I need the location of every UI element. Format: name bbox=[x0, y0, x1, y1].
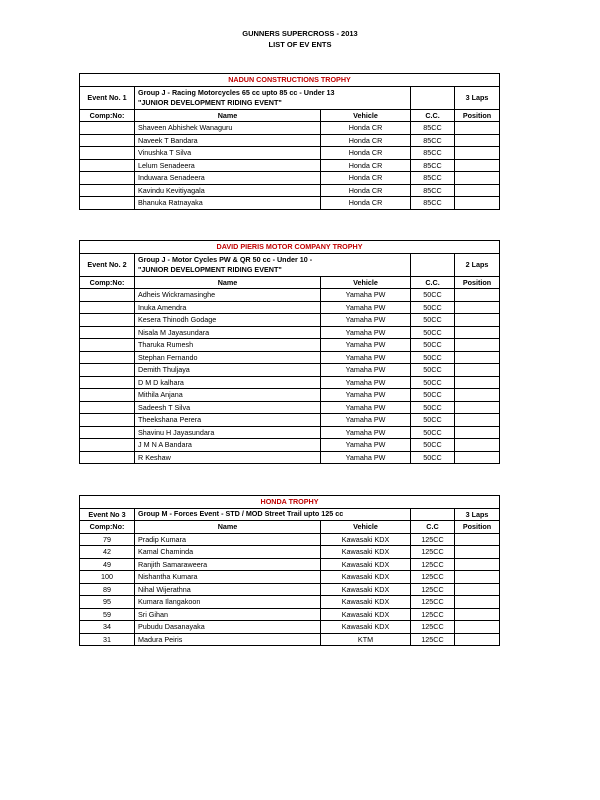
rider-name: Kavindu Kevitiyagala bbox=[135, 184, 321, 197]
rider-vehicle: Kawasaki KDX bbox=[321, 571, 411, 584]
event-info-row bbox=[80, 508, 500, 521]
rider-cc: 50CC bbox=[411, 426, 455, 439]
rider-cc: 50CC bbox=[411, 376, 455, 389]
rider-name: Shavinu H Jayasundara bbox=[135, 426, 321, 439]
rider-cc: 125CC bbox=[411, 596, 455, 609]
rider-name: Madura Peiris bbox=[135, 633, 321, 646]
rider-position bbox=[455, 147, 500, 160]
event-blank-cell bbox=[411, 86, 455, 109]
rider-cc: 125CC bbox=[411, 633, 455, 646]
table-row bbox=[80, 326, 500, 339]
rider-name: Nisala M Jayasundara bbox=[135, 326, 321, 339]
column-header-name: Name bbox=[135, 109, 321, 122]
rider-cc: 50CC bbox=[411, 389, 455, 402]
event-number: Event No. 1 bbox=[80, 86, 135, 109]
rider-comp-no bbox=[80, 147, 135, 160]
rider-cc: 50CC bbox=[411, 301, 455, 314]
column-header-position: Position bbox=[455, 276, 500, 289]
trophy-row bbox=[80, 74, 500, 87]
rider-name: Adheis Wickramasinghe bbox=[135, 289, 321, 302]
table-row bbox=[80, 426, 500, 439]
rider-position bbox=[455, 351, 500, 364]
rider-cc: 50CC bbox=[411, 401, 455, 414]
event-laps: 3 Laps bbox=[455, 86, 500, 109]
rider-position bbox=[455, 364, 500, 377]
rider-comp-no bbox=[80, 301, 135, 314]
table-row bbox=[80, 364, 500, 377]
rider-vehicle: Kawasaki KDX bbox=[321, 558, 411, 571]
column-header-cc: C.C. bbox=[411, 109, 455, 122]
rider-vehicle: Honda CR bbox=[321, 122, 411, 135]
rider-comp-no bbox=[80, 314, 135, 327]
event-table-1 bbox=[79, 73, 500, 210]
rider-comp-no: 79 bbox=[80, 533, 135, 546]
table-row bbox=[80, 159, 500, 172]
table-row bbox=[80, 339, 500, 352]
rider-cc: 125CC bbox=[411, 621, 455, 634]
rider-name: Vinushka T Silva bbox=[135, 147, 321, 160]
rider-cc: 50CC bbox=[411, 326, 455, 339]
rider-position bbox=[455, 451, 500, 464]
rider-cc: 50CC bbox=[411, 364, 455, 377]
rider-comp-no bbox=[80, 289, 135, 302]
rider-position bbox=[455, 289, 500, 302]
document-subtitle: LIST OF EV ENTS bbox=[268, 40, 332, 49]
column-header-row bbox=[80, 276, 500, 289]
rider-position bbox=[455, 546, 500, 559]
event-group bbox=[135, 508, 411, 521]
rider-cc: 50CC bbox=[411, 351, 455, 364]
table-row bbox=[80, 314, 500, 327]
rider-cc: 85CC bbox=[411, 184, 455, 197]
rider-cc: 50CC bbox=[411, 339, 455, 352]
table-row bbox=[80, 401, 500, 414]
event-group-line-1: Group M - Forces Event - STD / MOD Street Trail upto 125 cc bbox=[138, 509, 344, 519]
rider-comp-no bbox=[80, 376, 135, 389]
table-row bbox=[80, 533, 500, 546]
rider-position bbox=[455, 583, 500, 596]
rider-position bbox=[455, 533, 500, 546]
rider-cc: 50CC bbox=[411, 289, 455, 302]
column-header-row bbox=[80, 521, 500, 534]
table-row bbox=[80, 439, 500, 452]
table-row bbox=[80, 289, 500, 302]
trophy-row bbox=[80, 496, 500, 509]
rider-name: Sri Gihan bbox=[135, 608, 321, 621]
column-header-position: Position bbox=[455, 109, 500, 122]
rider-name: J M N A Bandara bbox=[135, 439, 321, 452]
rider-comp-no: 59 bbox=[80, 608, 135, 621]
rider-vehicle: Kawasaki KDX bbox=[321, 533, 411, 546]
rider-comp-no bbox=[80, 159, 135, 172]
rider-vehicle: Yamaha PW bbox=[321, 439, 411, 452]
rider-vehicle: Yamaha PW bbox=[321, 314, 411, 327]
rider-vehicle: Honda CR bbox=[321, 184, 411, 197]
rider-vehicle: Yamaha PW bbox=[321, 301, 411, 314]
rider-cc: 125CC bbox=[411, 608, 455, 621]
rider-position bbox=[455, 339, 500, 352]
rider-comp-no bbox=[80, 197, 135, 210]
rider-name: Kumara Ilangakoon bbox=[135, 596, 321, 609]
rider-cc: 125CC bbox=[411, 571, 455, 584]
rider-vehicle: Yamaha PW bbox=[321, 364, 411, 377]
rider-cc: 125CC bbox=[411, 558, 455, 571]
rider-position bbox=[455, 426, 500, 439]
rider-comp-no bbox=[80, 401, 135, 414]
event-info-row bbox=[80, 86, 500, 109]
event-blank-cell bbox=[411, 508, 455, 521]
rider-vehicle: Yamaha PW bbox=[321, 414, 411, 427]
rider-name: Kesera Thinodh Godage bbox=[135, 314, 321, 327]
rider-comp-no: 95 bbox=[80, 596, 135, 609]
rider-vehicle: Yamaha PW bbox=[321, 426, 411, 439]
table-row bbox=[80, 147, 500, 160]
event-number: Event No 3 bbox=[80, 508, 135, 521]
rider-vehicle: Yamaha PW bbox=[321, 326, 411, 339]
rider-cc: 50CC bbox=[411, 439, 455, 452]
rider-name: Pradip Kumara bbox=[135, 533, 321, 546]
rider-comp-no bbox=[80, 122, 135, 135]
rider-position bbox=[455, 414, 500, 427]
event-number: Event No. 2 bbox=[80, 253, 135, 276]
rider-position bbox=[455, 401, 500, 414]
event-laps: 2 Laps bbox=[455, 253, 500, 276]
trophy-title: NADUN CONSTRUCTIONS TROPHY bbox=[80, 74, 500, 87]
rider-vehicle: Kawasaki KDX bbox=[321, 621, 411, 634]
rider-cc: 125CC bbox=[411, 533, 455, 546]
column-header-cc: C.C. bbox=[411, 276, 455, 289]
rider-name: R Keshaw bbox=[135, 451, 321, 464]
rider-position bbox=[455, 159, 500, 172]
rider-comp-no bbox=[80, 184, 135, 197]
rider-position bbox=[455, 608, 500, 621]
rider-name: Lelum Senadeera bbox=[135, 159, 321, 172]
column-header-comp: Comp:No: bbox=[80, 276, 135, 289]
column-header-comp: Comp:No: bbox=[80, 521, 135, 534]
rider-vehicle: Yamaha PW bbox=[321, 451, 411, 464]
table-row bbox=[80, 134, 500, 147]
event-group-line-2: "JUNIOR DEVELOPMENT RIDING EVENT" bbox=[138, 97, 282, 107]
rider-cc: 85CC bbox=[411, 172, 455, 185]
rider-vehicle: KTM bbox=[321, 633, 411, 646]
rider-position bbox=[455, 314, 500, 327]
rider-name: Nishantha Kumara bbox=[135, 571, 321, 584]
column-header-name: Name bbox=[135, 521, 321, 534]
rider-position bbox=[455, 122, 500, 135]
table-row bbox=[80, 351, 500, 364]
event-info-row bbox=[80, 253, 500, 276]
rider-name: Bhanuka Ratnayaka bbox=[135, 197, 321, 210]
rider-comp-no bbox=[80, 364, 135, 377]
rider-cc: 125CC bbox=[411, 583, 455, 596]
table-row bbox=[80, 451, 500, 464]
rider-vehicle: Yamaha PW bbox=[321, 376, 411, 389]
rider-vehicle: Yamaha PW bbox=[321, 389, 411, 402]
event-group bbox=[135, 253, 411, 276]
rider-comp-no: 31 bbox=[80, 633, 135, 646]
rider-name: Nihal Wijerathna bbox=[135, 583, 321, 596]
rider-name: Shaveen Abhishek Wanaguru bbox=[135, 122, 321, 135]
table-row bbox=[80, 197, 500, 210]
rider-position bbox=[455, 571, 500, 584]
trophy-title: HONDA TROPHY bbox=[80, 496, 500, 509]
event-group bbox=[135, 86, 411, 109]
event-group-line-1: Group J - Racing Motorcycles 65 cc upto 85 cc - Under 13 bbox=[138, 87, 335, 97]
rider-vehicle: Kawasaki KDX bbox=[321, 608, 411, 621]
rider-name: Stephan Fernando bbox=[135, 351, 321, 364]
table-row bbox=[80, 389, 500, 402]
column-header-name: Name bbox=[135, 276, 321, 289]
column-header-row bbox=[80, 109, 500, 122]
event-group-line-2: "JUNIOR DEVELOPMENT RIDING EVENT" bbox=[138, 264, 282, 274]
table-row bbox=[80, 184, 500, 197]
table-row bbox=[80, 122, 500, 135]
rider-comp-no: 49 bbox=[80, 558, 135, 571]
column-header-position: Position bbox=[455, 521, 500, 534]
rider-comp-no: 34 bbox=[80, 621, 135, 634]
rider-comp-no: 89 bbox=[80, 583, 135, 596]
event-group-line-1: Group J - Motor Cycles PW & QR 50 cc - Under 10 - bbox=[138, 254, 313, 264]
rider-comp-no bbox=[80, 451, 135, 464]
rider-vehicle: Yamaha PW bbox=[321, 401, 411, 414]
rider-vehicle: Honda CR bbox=[321, 147, 411, 160]
rider-comp-no: 100 bbox=[80, 571, 135, 584]
rider-vehicle: Yamaha PW bbox=[321, 289, 411, 302]
rider-comp-no bbox=[80, 414, 135, 427]
table-row bbox=[80, 571, 500, 584]
table-row bbox=[80, 596, 500, 609]
column-header-comp: Comp:No: bbox=[80, 109, 135, 122]
rider-cc: 50CC bbox=[411, 314, 455, 327]
rider-position bbox=[455, 184, 500, 197]
rider-name: Induwara Senadeera bbox=[135, 172, 321, 185]
rider-cc: 50CC bbox=[411, 414, 455, 427]
rider-name: Kamal Chaminda bbox=[135, 546, 321, 559]
rider-position bbox=[455, 558, 500, 571]
rider-position bbox=[455, 326, 500, 339]
rider-comp-no bbox=[80, 339, 135, 352]
rider-name: Sadeesh T Silva bbox=[135, 401, 321, 414]
event-table-3 bbox=[79, 495, 500, 646]
rider-position bbox=[455, 621, 500, 634]
rider-cc: 85CC bbox=[411, 159, 455, 172]
rider-name: Pubudu Dasanayaka bbox=[135, 621, 321, 634]
rider-position bbox=[455, 439, 500, 452]
rider-comp-no bbox=[80, 326, 135, 339]
column-header-vehicle: Vehicle bbox=[321, 109, 411, 122]
column-header-cc: C.C bbox=[411, 521, 455, 534]
rider-position bbox=[455, 134, 500, 147]
rider-comp-no bbox=[80, 426, 135, 439]
event-blank-cell bbox=[411, 253, 455, 276]
rider-vehicle: Yamaha PW bbox=[321, 351, 411, 364]
rider-vehicle: Yamaha PW bbox=[321, 339, 411, 352]
rider-name: D M D kalhara bbox=[135, 376, 321, 389]
rider-position bbox=[455, 172, 500, 185]
trophy-row bbox=[80, 241, 500, 254]
rider-position bbox=[455, 389, 500, 402]
column-header-vehicle: Vehicle bbox=[321, 276, 411, 289]
rider-name: Demith Thuljaya bbox=[135, 364, 321, 377]
event-table-2 bbox=[79, 240, 500, 464]
rider-name: Tharuka Rumesh bbox=[135, 339, 321, 352]
rider-name: Ranjith Samaraweera bbox=[135, 558, 321, 571]
event-laps: 3 Laps bbox=[455, 508, 500, 521]
table-row bbox=[80, 583, 500, 596]
column-header-vehicle: Vehicle bbox=[321, 521, 411, 534]
rider-position bbox=[455, 633, 500, 646]
table-row bbox=[80, 301, 500, 314]
rider-comp-no bbox=[80, 172, 135, 185]
rider-cc: 85CC bbox=[411, 197, 455, 210]
rider-comp-no bbox=[80, 351, 135, 364]
trophy-title: DAVID PIERIS MOTOR COMPANY TROPHY bbox=[80, 241, 500, 254]
rider-cc: 85CC bbox=[411, 134, 455, 147]
rider-vehicle: Honda CR bbox=[321, 172, 411, 185]
rider-cc: 85CC bbox=[411, 122, 455, 135]
table-row bbox=[80, 172, 500, 185]
table-row bbox=[80, 558, 500, 571]
rider-comp-no bbox=[80, 439, 135, 452]
rider-comp-no: 42 bbox=[80, 546, 135, 559]
rider-cc: 50CC bbox=[411, 451, 455, 464]
rider-cc: 125CC bbox=[411, 546, 455, 559]
table-row bbox=[80, 621, 500, 634]
rider-comp-no bbox=[80, 134, 135, 147]
rider-vehicle: Kawasaki KDX bbox=[321, 583, 411, 596]
document-title: GUNNERS SUPERCROSS - 2013 bbox=[242, 29, 358, 38]
table-row bbox=[80, 633, 500, 646]
rider-position bbox=[455, 596, 500, 609]
rider-vehicle: Kawasaki KDX bbox=[321, 546, 411, 559]
rider-comp-no bbox=[80, 389, 135, 402]
rider-vehicle: Honda CR bbox=[321, 134, 411, 147]
table-row bbox=[80, 414, 500, 427]
rider-name: Mithila Anjana bbox=[135, 389, 321, 402]
rider-name: Theekshana Perera bbox=[135, 414, 321, 427]
rider-position bbox=[455, 301, 500, 314]
table-row bbox=[80, 608, 500, 621]
rider-name: Inuka Amendra bbox=[135, 301, 321, 314]
rider-cc: 85CC bbox=[411, 147, 455, 160]
rider-position bbox=[455, 197, 500, 210]
table-row bbox=[80, 376, 500, 389]
rider-vehicle: Honda CR bbox=[321, 159, 411, 172]
rider-position bbox=[455, 376, 500, 389]
rider-vehicle: Honda CR bbox=[321, 197, 411, 210]
rider-vehicle: Kawasaki KDX bbox=[321, 596, 411, 609]
table-row bbox=[80, 546, 500, 559]
rider-name: Naveek T Bandara bbox=[135, 134, 321, 147]
